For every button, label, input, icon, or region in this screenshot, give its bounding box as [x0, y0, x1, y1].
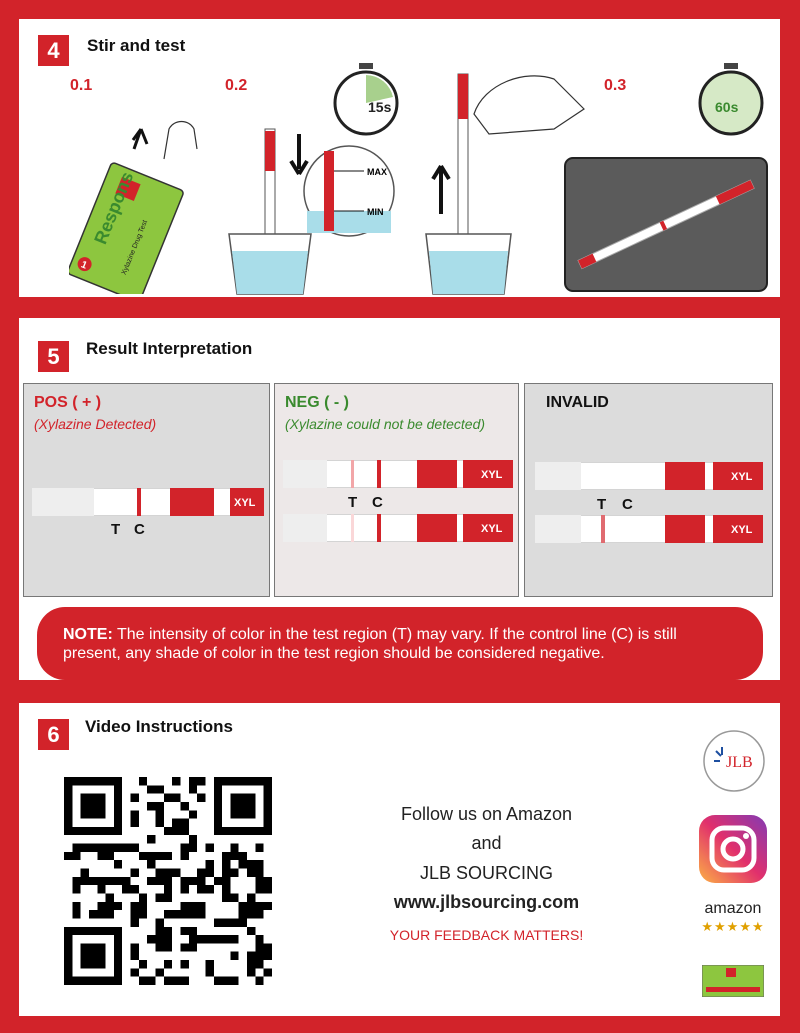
invalid-title: INVALID [546, 394, 609, 411]
step-title: Video Instructions [85, 717, 233, 736]
test-strip [283, 514, 513, 542]
follow-line: Follow us on Amazon [400, 804, 573, 824]
neg-title: NEG ( - ) [285, 394, 349, 411]
invalid-result-box [524, 383, 773, 597]
pouch-count: 1 [79, 259, 89, 272]
qr-code[interactable] [64, 777, 272, 985]
step-title: Result Interpretation [86, 339, 253, 358]
feedback-text: YOUR FEEDBACK MATTERS! [389, 927, 584, 943]
c-label: C [134, 521, 145, 538]
note-banner [37, 607, 763, 680]
jlb-logo-text: JLB [726, 754, 753, 771]
pouch-sub-text: Xylazine Drug Test [120, 219, 150, 276]
t-label: T [348, 494, 358, 511]
rating-stars: ★★★★★ [701, 919, 765, 934]
substep-label: 0.2 [225, 77, 248, 94]
test-strip [283, 460, 513, 488]
step-6-panel [19, 703, 780, 1016]
timer-60-label: 60s [715, 99, 739, 115]
pos-subtitle: (Xylazine Detected) [34, 416, 157, 432]
step-number: 5 [38, 341, 69, 372]
test-line [351, 460, 354, 488]
neg-subtitle: (Xylazine could not be detected) [285, 416, 486, 432]
strip-label: XYL [731, 524, 753, 536]
strip-label: XYL [234, 497, 256, 509]
control-line [377, 514, 381, 542]
note-text: The intensity of color in the test region (T) may vary. If the control line (C) is still present, any shade of color in the test region should be considered negative. [63, 626, 677, 662]
instagram-icon[interactable] [699, 815, 767, 883]
t-label: T [597, 496, 607, 513]
website-link[interactable]: www.jlbsourcing.com [393, 892, 580, 912]
test-strip [535, 515, 763, 543]
company-name: JLB SOURCING [419, 863, 554, 883]
substep-label: 0.1 [70, 77, 93, 94]
positive-result-box [23, 383, 270, 597]
max-label: MAX [367, 167, 387, 177]
c-label: C [372, 494, 383, 511]
step-5-panel [19, 318, 780, 680]
dip-illustration [219, 119, 409, 299]
hand-icon [474, 76, 584, 134]
c-label: C [622, 496, 633, 513]
result-tray [564, 157, 769, 293]
pos-title: POS ( + ) [34, 394, 102, 411]
negative-result-box [274, 383, 519, 597]
test-strip [535, 462, 763, 490]
strip-label: XYL [481, 469, 503, 481]
step-title: Stir and test [87, 36, 186, 55]
timer-icon [332, 61, 400, 139]
control-line [137, 488, 141, 516]
hand-icon [164, 122, 197, 160]
pouch-illustration [69, 104, 199, 294]
strip-label: XYL [481, 523, 503, 535]
test-strip [32, 488, 264, 516]
follow-line: and [471, 833, 502, 853]
strip-label: XYL [731, 471, 753, 483]
up-arrow-icon [133, 129, 147, 149]
note-label: NOTE: [63, 626, 113, 643]
test-line [351, 514, 354, 542]
test-line [601, 515, 605, 543]
amazon-logo[interactable]: amazon [704, 900, 762, 917]
jlb-logo[interactable] [702, 729, 766, 793]
min-label: MIN [367, 207, 384, 217]
product-thumbnail [702, 965, 764, 997]
timer-15-label: 15s [368, 99, 392, 115]
step-number: 4 [38, 35, 69, 66]
timer-icon [697, 61, 765, 139]
substep-label: 0.3 [604, 77, 627, 94]
down-arrow-icon [291, 134, 307, 174]
up-arrow-icon [433, 166, 449, 214]
t-label: T [111, 521, 121, 538]
step-4-panel [19, 19, 780, 297]
pouch-brand-text: Respons [90, 168, 138, 247]
control-line [377, 460, 381, 488]
step-number: 6 [38, 719, 69, 750]
